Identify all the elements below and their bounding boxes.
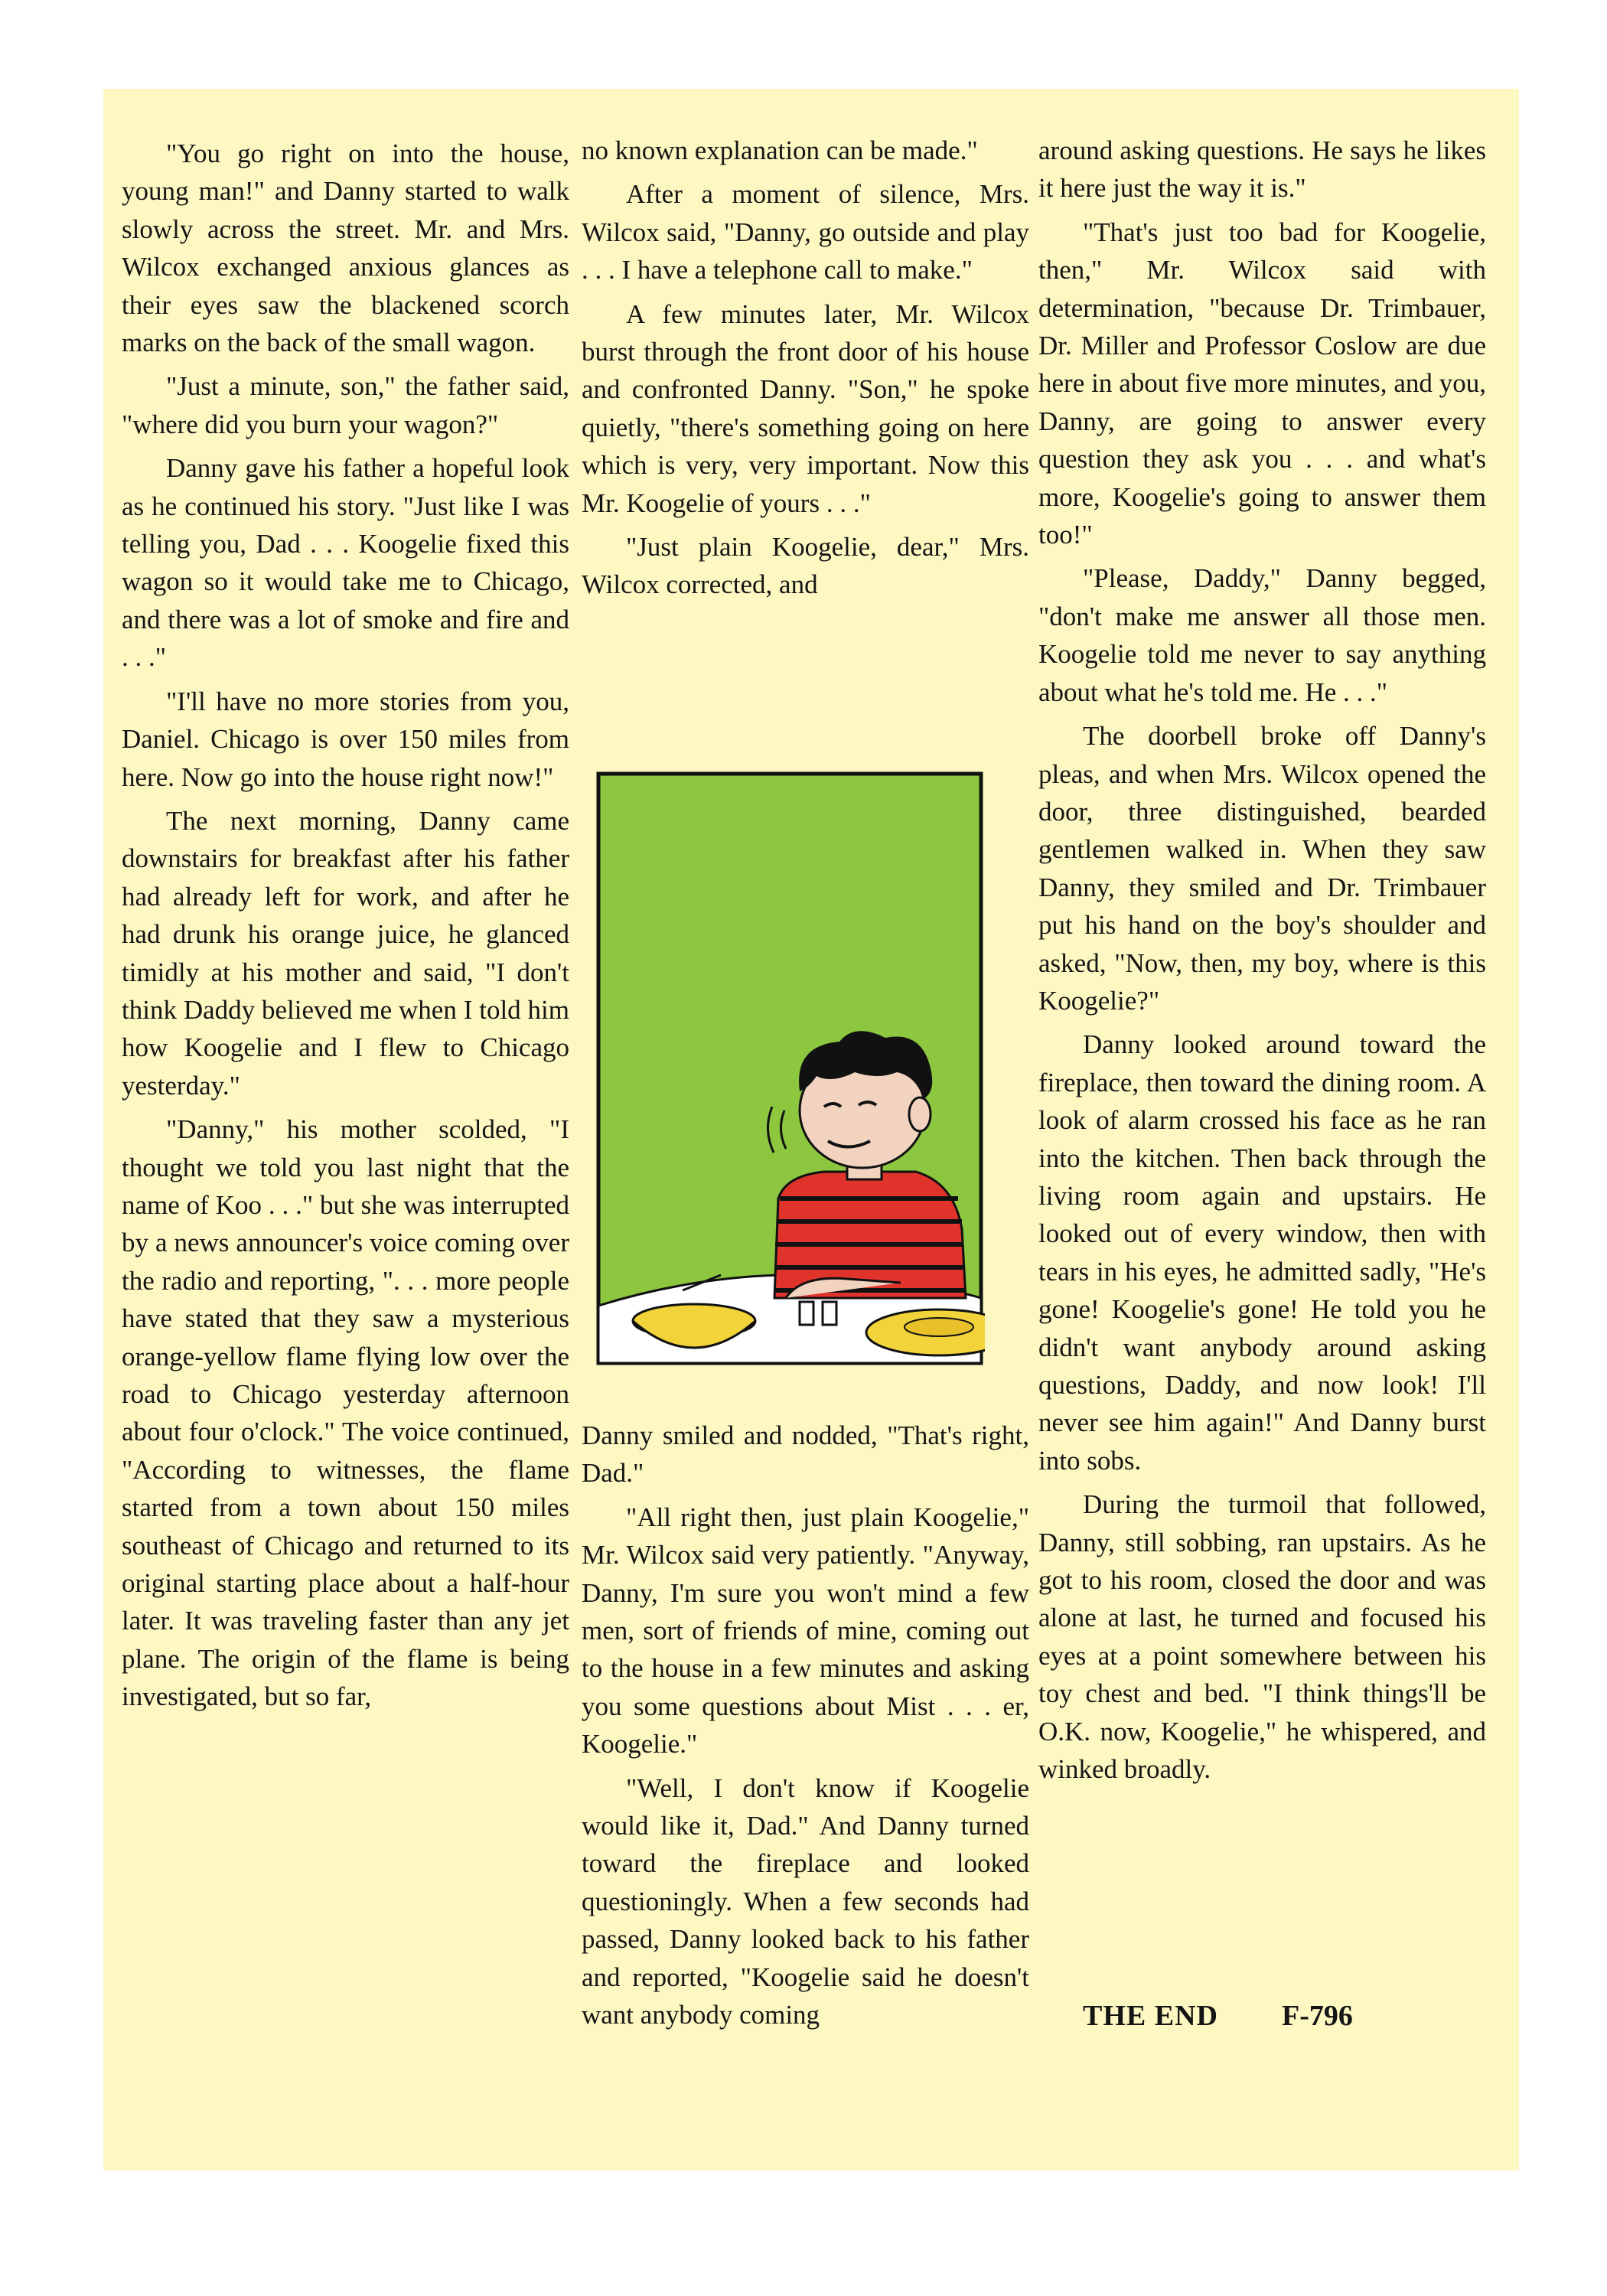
- paragraph: no known explanation can be made.": [582, 135, 978, 165]
- text-column-1: [122, 135, 569, 1722]
- paragraph: The next morning, Danny came downstairs for breakfast after his father had already left for work, and after he had drunk his orange juice, he glanced timidly at his mother and said, "I don't think Daddy believed me when I told him how Koogelie and I flew to Chicago yesterday.": [122, 805, 569, 1101]
- paragraph: The doorbell broke off Danny's pleas, and when Mrs. Wilcox opened the door, three distinguished, bearded gentlemen walked in. When they saw Danny, they smiled and Dr. Trimbauer put his hand on the boy's shoulder and asked, "Now, then, my boy, where is this Koogelie?": [1038, 721, 1486, 1016]
- text-column-2-bottom: [582, 1417, 1029, 2040]
- paragraph: "That's just too bad for Koogelie, then," Mr. Wilcox said with determination, "because Dr. Trimbauer, Dr. Miller and Professor Coslow are due here in about five more minutes, and you, Danny, are going to answer every question they ask you . . . and what's more, Koogelie's going to answer them too!": [1038, 217, 1486, 550]
- paragraph: Danny gave his father a hopeful look as he continued his story. "Just like I was telling you, Dad . . . Koogelie fixed this wagon so it would take me to Chicago, and there was a lot of smoke and fire and . . .": [122, 453, 569, 673]
- paragraph: around asking questions. He says he likes it here just the way it is.": [1038, 135, 1486, 204]
- paragraph: A few minutes later, Mr. Wilcox burst through the front door of his house and confronted Danny. "Son," he spoke quietly, "there's something going on here which is very, very important. Now this Mr. Koogelie of yours . . .": [582, 298, 1029, 518]
- paragraph: "Just a minute, son," the father said, "where did you burn your wagon?": [122, 371, 569, 439]
- paragraph: Danny smiled and nodded, "That's right, Dad.": [582, 1420, 1029, 1489]
- paragraph: "Just plain Koogelie, dear," Mrs. Wilcox corrected, and: [582, 532, 1029, 600]
- text-column-3: [1038, 132, 1486, 1794]
- text-column-2-top: [582, 132, 1029, 610]
- paragraph: Danny looked around toward the fireplace, then toward the dining room. A look of alarm crossed his face as he ran into the kitchen. Then back through the living room again and upstairs. He looked out of every window, then with tears in his eyes, he admitted sadly, "He's gone! Koogelie's gone! He told you he didn't want anybody around asking questions, Daddy, and now look! I'll never see him again!" And Danny burst into sobs.: [1038, 1029, 1486, 1476]
- paragraph: During the turmoil that followed, Danny, still sobbing, ran upstairs. As he got to his room, closed the door and was alone at last, he turned and focused his eyes at a point somewhere between his toy chest and bed. "I think things'll be O.K. now, Koogelie," he whispered, and winked broadly.: [1038, 1489, 1486, 1785]
- paragraph: "Danny," his mother scolded, "I thought we told you last night that the name of Koo . . ." but she was interrupted by a news announcer's voice coming over the radio and reporting, ". . . more people have stated that they saw a mysterious orange-yellow flame flying low over the road to Chicago yesterday afternoon about four o'clock." The voice continued, "According to witnesses, the flame started from a town about 150 miles southeast of Chicago and returned to its original starting place about a half-hour later. It was traveling faster than any jet plane. The origin of the flame is being investigated, but so far,: [122, 1114, 569, 1712]
- paragraph: "Please, Daddy," Danny begged, "don't make me answer all those men. Koogelie told me never to say anything about what he's told me. He . . .": [1038, 563, 1486, 707]
- paragraph: "I'll have no more stories from you, Daniel. Chicago is over 150 miles from here. Now go into the house right now!": [122, 686, 569, 792]
- paragraph: "Well, I don't know if Koogelie would like it, Dad." And Danny turned toward the fireplace and looked questioningly. When a few seconds had passed, Danny looked back to his father and reported, "Koogelie said he doesn't want anybody coming: [582, 1773, 1029, 2030]
- paragraph: "All right then, just plain Koogelie," Mr. Wilcox said very patiently. "Anyway, Danny, I'm sure you won't mind a few men, sort of friends of mine, coming out to the house in a few minutes and asking you some questions about Mist . . . er, Koogelie.": [582, 1502, 1029, 1760]
- danny-illustration: [595, 770, 985, 1367]
- the-end-label: THE END: [1083, 2000, 1218, 2032]
- paragraph: After a moment of silence, Mrs. Wilcox said, "Danny, go outside and play . . . I have a telephone call to make.": [582, 179, 1029, 285]
- page-code: F-796: [1282, 2000, 1353, 2032]
- paragraph: "You go right on into the house, young man!" and Danny started to walk slowly across the street. Mr. and Mrs. Wilcox exchanged anxious glances as their eyes saw the blackened scorch marks on the back of the small wagon.: [122, 139, 569, 358]
- story-page: [103, 89, 1519, 2170]
